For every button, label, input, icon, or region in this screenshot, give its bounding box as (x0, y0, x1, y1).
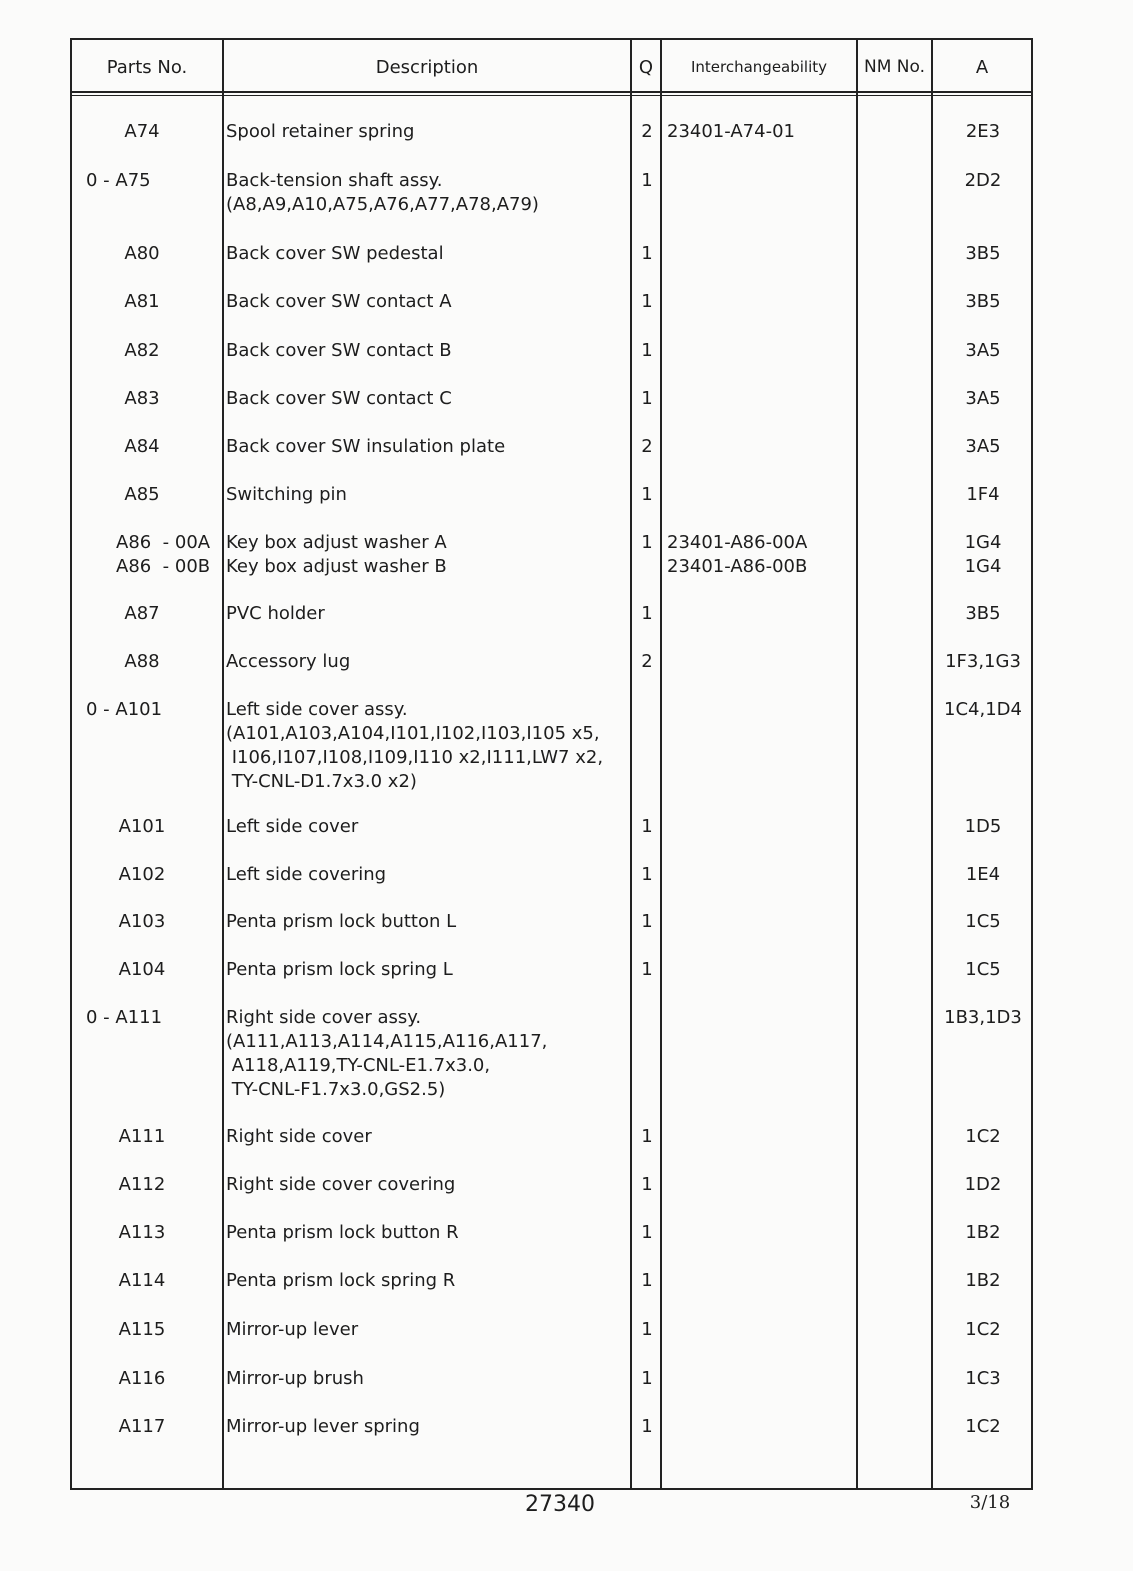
header-interchangeability: Interchangeability (690, 58, 828, 76)
cell-location (934, 435, 1032, 459)
description-text: Switching pin (226, 484, 347, 505)
table-row (72, 483, 1032, 505)
cell-description (226, 815, 631, 839)
cell-quantity: 1 (641, 1270, 653, 1291)
location-text: 1D5 (964, 816, 1002, 837)
col-border-inter-nm (856, 38, 858, 1490)
cell-description (226, 242, 631, 266)
cell-location (934, 120, 1032, 144)
description-text: Key box adjust washer B (226, 556, 447, 577)
location-text: 1F4 (966, 484, 1000, 505)
cell-description (226, 650, 631, 674)
part-no-text: A116 (118, 1368, 166, 1389)
cell-part-no (72, 1221, 222, 1245)
description-text: Back cover SW contact C (226, 388, 452, 409)
cell-interchangeability (667, 531, 857, 579)
cell-location (934, 169, 1032, 193)
table-row (72, 1006, 1032, 1100)
cell-part-no (72, 483, 222, 507)
description-text: A118,A119,TY-CNL-E1.7x3.0, (226, 1055, 491, 1076)
cell-location (934, 863, 1032, 887)
location-text: 1C2 (965, 1126, 1001, 1147)
cell-location (934, 1367, 1032, 1391)
table-row (72, 1269, 1032, 1291)
cell-part-no (72, 863, 222, 887)
part-no-text: A104 (118, 959, 166, 980)
cell-quantity: 1 (641, 484, 653, 505)
table-row (72, 815, 1032, 837)
col-border-nm-a (931, 38, 933, 1490)
description-text: Mirror-up lever spring (226, 1416, 420, 1437)
part-no-text: A115 (118, 1319, 166, 1340)
cell-quantity: 1 (641, 911, 653, 932)
part-no-text: A83 (124, 388, 160, 409)
table-row (72, 1367, 1032, 1389)
cell-location (934, 1415, 1032, 1439)
part-no-text: A101 (118, 816, 166, 837)
description-text: Back-tension shaft assy. (226, 170, 443, 191)
cell-quantity: 1 (641, 1126, 653, 1147)
cell-location (934, 1125, 1032, 1149)
cell-location (934, 910, 1032, 934)
description-text: Accessory lug (226, 651, 351, 672)
col-border-part-desc (222, 38, 224, 1490)
table-row (72, 387, 1032, 409)
location-text: 2E3 (965, 121, 1001, 142)
description-text: Right side cover (226, 1126, 372, 1147)
description-text: Back cover SW contact B (226, 340, 452, 361)
location-text: 2D2 (964, 170, 1002, 191)
description-text: I106,I107,I108,I109,I110 x2,I111,LW7 x2, (226, 747, 604, 768)
location-text: 1C2 (965, 1319, 1001, 1340)
table-row (72, 1221, 1032, 1243)
cell-quantity: 1 (641, 1368, 653, 1389)
location-text: 1B3,1D3 (944, 1007, 1022, 1028)
header-parts-no: Parts No. (106, 56, 188, 78)
cell-location (934, 1318, 1032, 1342)
cell-location (934, 387, 1032, 411)
description-text: Penta prism lock button R (226, 1222, 459, 1243)
cell-description (226, 1125, 631, 1149)
cell-part-no (72, 815, 222, 839)
header-double-border (70, 95, 1033, 96)
cell-description (226, 120, 631, 144)
table-row (72, 910, 1032, 932)
cell-description (226, 531, 631, 579)
cell-part-no (72, 602, 222, 626)
location-text: 3B5 (965, 291, 1001, 312)
description-text: (A8,A9,A10,A75,A76,A77,A78,A79) (226, 194, 539, 215)
location-text: 1C4,1D4 (944, 699, 1022, 720)
location-text: 3A5 (965, 340, 1001, 361)
cell-location (934, 1173, 1032, 1197)
cell-location (934, 531, 1032, 579)
table-row (72, 698, 1032, 792)
cell-quantity: 1 (641, 1416, 653, 1437)
cell-location (934, 815, 1032, 839)
description-text: Back cover SW contact A (226, 291, 452, 312)
cell-quantity: 1 (641, 170, 653, 191)
cell-quantity: 2 (641, 436, 653, 457)
cell-part-no (72, 910, 222, 934)
interchangeability-text: 23401-A86-00B (667, 556, 808, 577)
description-text: PVC holder (226, 603, 325, 624)
document-code: 27340 (525, 1492, 595, 1517)
table-row (72, 1318, 1032, 1340)
cell-part-no (72, 120, 222, 144)
location-text: 1D2 (964, 1174, 1002, 1195)
part-no-text: A113 (118, 1222, 166, 1243)
location-text: 1G4 (964, 532, 1002, 553)
table-row (72, 290, 1032, 312)
cell-description (226, 1006, 631, 1102)
cell-quantity: 2 (641, 651, 653, 672)
cell-part-no (86, 698, 236, 722)
part-no-text: A82 (124, 340, 160, 361)
location-text: 1C2 (965, 1416, 1001, 1437)
description-text: TY-CNL-F1.7x3.0,GS2.5) (226, 1079, 446, 1100)
cell-description (226, 387, 631, 411)
cell-description (226, 435, 631, 459)
cell-description (226, 483, 631, 507)
part-no-text: A86 - 00A (116, 532, 211, 553)
col-border-q-inter (660, 38, 662, 1490)
header-nm-no: NM No. (863, 57, 925, 77)
description-text: Mirror-up brush (226, 1368, 364, 1389)
description-text: TY-CNL-D1.7x3.0 x2) (226, 771, 417, 792)
cell-quantity: 1 (641, 340, 653, 361)
interchangeability-text: 23401-A86-00A (667, 532, 808, 553)
cell-quantity: 1 (641, 1319, 653, 1340)
cell-part-no (72, 958, 222, 982)
description-text: Mirror-up lever (226, 1319, 359, 1340)
table-row (72, 435, 1032, 457)
cell-part-no (72, 242, 222, 266)
cell-part-no (72, 1125, 222, 1149)
description-text: Penta prism lock spring L (226, 959, 453, 980)
cell-description (226, 602, 631, 626)
cell-part-no (72, 1367, 222, 1391)
cell-part-no (72, 1318, 222, 1342)
part-no-text: A112 (118, 1174, 166, 1195)
table-row (72, 242, 1032, 264)
description-text: Penta prism lock spring R (226, 1270, 456, 1291)
cell-part-no (72, 1269, 222, 1293)
table-row (72, 169, 1032, 215)
cell-quantity: 2 (641, 121, 653, 142)
part-no-text: 0 - A75 (86, 170, 151, 191)
part-no-text: A74 (124, 121, 160, 142)
description-text: Spool retainer spring (226, 121, 415, 142)
part-no-text: A86 - 00B (116, 556, 211, 577)
cell-quantity: 1 (641, 1174, 653, 1195)
table-row (72, 602, 1032, 624)
location-text: 1F3,1G3 (945, 651, 1021, 672)
cell-location (934, 483, 1032, 507)
table-bottom-border (70, 1488, 1033, 1490)
cell-location (934, 650, 1032, 674)
description-text: Right side cover assy. (226, 1007, 422, 1028)
cell-location (934, 339, 1032, 363)
header-quantity: Q (638, 56, 654, 78)
cell-location (934, 1269, 1032, 1293)
page-number: 3/18 (969, 1492, 1011, 1513)
cell-description (226, 1318, 631, 1342)
cell-location (934, 698, 1032, 722)
cell-part-no (72, 650, 222, 674)
location-text: 1B2 (965, 1222, 1001, 1243)
cell-description (226, 1415, 631, 1439)
cell-quantity: 1 (641, 1222, 653, 1243)
cell-part-no (72, 1173, 222, 1197)
header-a: A (975, 56, 989, 78)
cell-description (226, 290, 631, 314)
cell-description (226, 1173, 631, 1197)
cell-part-no (86, 169, 236, 193)
description-text: Penta prism lock button L (226, 911, 457, 932)
cell-description (226, 958, 631, 982)
table-row (72, 863, 1032, 885)
cell-description (226, 910, 631, 934)
cell-part-no (72, 290, 222, 314)
cell-description (226, 1221, 631, 1245)
part-no-text: A88 (124, 651, 160, 672)
cell-description (226, 339, 631, 363)
header-description: Description (375, 56, 479, 78)
description-text: Key box adjust washer A (226, 532, 447, 553)
cell-description (226, 169, 631, 217)
description-text: Back cover SW insulation plate (226, 436, 506, 457)
cell-interchangeability (667, 120, 857, 144)
location-text: 3B5 (965, 603, 1001, 624)
description-text: Left side cover assy. (226, 699, 408, 720)
cell-quantity: 1 (641, 864, 653, 885)
interchangeability-text: 23401-A74-01 (667, 121, 795, 142)
part-no-text: A103 (118, 911, 166, 932)
part-no-text: 0 - A101 (86, 699, 163, 720)
part-no-text: 0 - A111 (86, 1007, 163, 1028)
cell-part-no (72, 435, 222, 459)
part-no-text: A85 (124, 484, 160, 505)
cell-quantity: 1 (641, 243, 653, 264)
cell-location (934, 958, 1032, 982)
description-text: (A111,A113,A114,A115,A116,A117, (226, 1031, 548, 1052)
description-text: Left side covering (226, 864, 387, 885)
cell-location (934, 1006, 1032, 1030)
cell-quantity: 1 (641, 959, 653, 980)
cell-quantity: 1 (641, 603, 653, 624)
table-row (72, 1415, 1032, 1437)
cell-description (226, 698, 631, 794)
description-text: Left side cover (226, 816, 359, 837)
cell-part-no (86, 1006, 236, 1030)
cell-quantity: 1 (641, 532, 653, 553)
location-text: 1C3 (965, 1368, 1001, 1389)
cell-part-no (72, 387, 222, 411)
location-text: 3A5 (965, 388, 1001, 409)
table-row (72, 958, 1032, 980)
location-text: 1C5 (965, 959, 1001, 980)
location-text: 3B5 (965, 243, 1001, 264)
cell-quantity: 1 (641, 816, 653, 837)
cell-part-no (72, 339, 222, 363)
table-row (72, 1173, 1032, 1195)
description-text: Back cover SW pedestal (226, 243, 444, 264)
table-row (72, 120, 1032, 142)
cell-description (226, 863, 631, 887)
cell-quantity: 1 (641, 291, 653, 312)
part-no-text: A81 (124, 291, 160, 312)
cell-part-no (72, 1415, 222, 1439)
description-text: Right side cover covering (226, 1174, 456, 1195)
cell-location (934, 602, 1032, 626)
part-no-text: A102 (118, 864, 166, 885)
cell-location (934, 1221, 1032, 1245)
location-text: 3A5 (965, 436, 1001, 457)
part-no-text: A114 (118, 1270, 166, 1291)
part-no-text: A117 (118, 1416, 166, 1437)
description-text: (A101,A103,A104,I101,I102,I103,I105 x5, (226, 723, 600, 744)
part-no-text: A84 (124, 436, 160, 457)
table-row (72, 1125, 1032, 1147)
table-row (72, 650, 1032, 672)
cell-description (226, 1367, 631, 1391)
part-no-text: A80 (124, 243, 160, 264)
table-row (72, 339, 1032, 361)
cell-description (226, 1269, 631, 1293)
location-text: 1C5 (965, 911, 1001, 932)
cell-location (934, 242, 1032, 266)
location-text: 1G4 (964, 556, 1002, 577)
part-no-text: A87 (124, 603, 160, 624)
table-row (72, 531, 1032, 577)
cell-quantity: 1 (641, 388, 653, 409)
location-text: 1E4 (965, 864, 1001, 885)
part-no-text: A111 (118, 1126, 166, 1147)
location-text: 1B2 (965, 1270, 1001, 1291)
cell-location (934, 290, 1032, 314)
